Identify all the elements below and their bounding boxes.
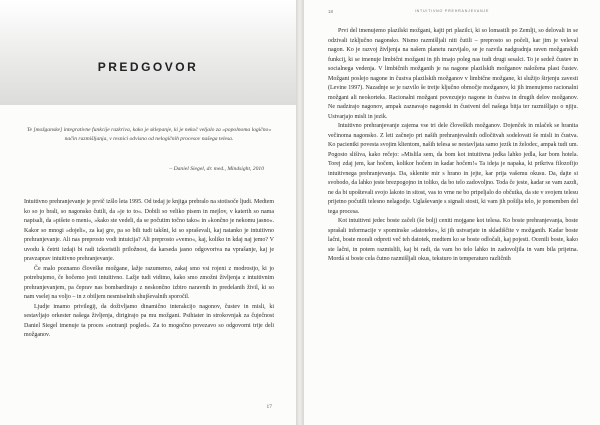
- chapter-title: PREDGOVOR: [97, 60, 199, 74]
- right-page: [304, 0, 600, 425]
- paragraph: Prvi del imenujemo plazilski možgani, kajti pri plazilci, ki so lomastili po Zemlji, so delovali in se odzivali izključno nagonsko. Nismo razmišljali niti čutili – preprosto so počeli, kar jim je veleval nagon. Ko je razvoj življenja na našem planetu razvijalo, se je razvila nadgradnja raven možganskih funkcij, ki se imenuje limbični možgani in jih imajo poleg nas tudi drugi sesalci. To je sedež čustev in socialnega vedenja. V limbičnih možganih je na nagone plazilskih možganov naložena plast čustev. Možgani poslejo nagone in čustva plazilskih možganov v limbične možgane, ki služijo širjenju zavesti (Levine 1997). Nazadnje se je razvilo še tretje ključno območje možganov, ki jih imenujemo racionalni možgani ali neokorteks. Racionalni možgani povezujejo nagone in čustva in drugih delov možganov. Ne nadzirajo nagonov, ampak zaznavajo nagonski in čustveni del našega bitja ter razmišljajo o njiju. Ustvarjajo misli in jezik.: [328, 28, 578, 120]
- paragraph: Če malo poznamo človeške možgane, lažje razumemo, zakaj smo vsi rojeni z modrostjo, ki jo potrebujemo, če hočemo jesti intuitivno. Lažje tudi vidimo, kako smo zmožni življenja z intuitivnim prehranjevanjem, pa čeprav nas bombardirajo z neskončno izbiro naravnih in predelanih živil, ki so nam vselej na voljo – in z obiljem nesmiselnih shujševalnih sporočil.: [24, 265, 274, 300]
- paragraph: Kot intuitivni jedec boste začeli (še bolj) ceniti mojgane kot telesa. Ko boste prehranjevanja, boste sprašali informacije v spominske »datoteke«, ki jih ustvarjate in skladiščite v možganih. Kadar boste lačni, boste morali odpreti več teh datotek, medtem ko se boste odločali, kaj pojesti. Ocenili boste, kako ste lačni, in potem razmislili, kaj bi radi, da vam bo telo lahko in zadovoljila in vam bila prijetna. Mordá si boste cela čutno razmišljali okus, teksturo in temperaturo različnih: [328, 218, 578, 262]
- page-number: 17: [266, 404, 272, 410]
- running-head: INTUITIVNO PREHRANJEVANJE: [414, 9, 490, 13]
- chapter-header-band: [0, 0, 296, 105]
- left-body-text: [24, 198, 274, 341]
- page-number: 18: [328, 9, 334, 14]
- left-page: [0, 0, 296, 425]
- epigraph: Te [možganske] integrativne funkcije razkriva, kako je sklepanje, ki je nekoč veljalo za »popolnoma logično« način razmišljanja, v resnici odvisno od nelogičnih procesov našega telesa.: [26, 127, 272, 143]
- paragraph: Intuitivno prehranjevanje je prvič izšlo leta 1995. Od tedaj je knjiga prebralo na stotisoče ljudi. Medtem ko so jo brali, so nagonsko čutili, da »je to to«. Dobili so veliko pisem in mejlov, v katerih so nama napisali, da »pišete o meni«, »kako ste vedeli, da se počutim točno tako« in »končno je nekomu jasno«. Kakor so mnogi »dojeli«, za kaj gre, pa so bili tudi takšni, ki so spraševali, kaj natanko je intuitivno prehranjevanje. Ali nas preprosto vodi intuicija? Ali preprosto »vemo«, kaj, koliko in kdaj naj jemo? V uvodu k četrti izdaji bi radi izkoristili priložnost, da karseda jasno odgovoriva na vprašanje, kaj je pravzaprav intuitivno prehranjevanje.: [24, 199, 274, 262]
- book-gutter: [296, 0, 304, 425]
- right-body-text: [328, 27, 578, 265]
- paragraph: Ljudje imamo privilegij, da doživljamo dinamično interakcijo nagonov, čustev in misli, ki sestavljajo orkester našega življenja, dirigirajo pa mu možgani. Psihiater in strokovnjak za čuječnost Daniel Siegel imenuje ta proces »notranji pogled«. Za to mogočno povezavo so odgovorni trije deli možganov.: [24, 303, 274, 338]
- epigraph-attribution: – Daniel Siegel, dr. med., Mindsight, 2010: [169, 166, 264, 172]
- paragraph: Intuitivno prehranjevanje zajema vse tri dele človeških možganov. Dojenček in mlaček se hranita večinoma nagonsko. Z leti začnejo pri naših prehranjevalnih odločitvah sodelovati še misli in čustva. Ko pacientki povesta svojim klientom, naših telesa se nestavljata samo jezik in želodec, ampak tudi um. Pogosto slišiva, kako rečejo: »Mislila sem, da bom kot intuitivna jedka lahko jedla, kar bom hotela. Torej zdaj jem, kar hočem, kolikor hočem in kadar hočem!« Ta ideja je napaka, ki prikriva filozofijo intuitivnega prehranjevanja. Da, sklenite mir s hrano in jejte, kar prija vašemu okusu. Da, dajte si svobodo, da lahko jeste brezpogojno in toliko, da bo telo zadovoljno. Toda če jeste, kadar se vam zazdi, ne da bi upoštevali svojo lakoto in sitost, vas to vrne ne bo pripeljalo do občutka, da ste v svojem telesu prijetno počutili telesno nelagodje. Uglaševanje s signali stosti, ki vam jih pošilja telo, je pomemben del tega procesa.: [328, 123, 578, 215]
